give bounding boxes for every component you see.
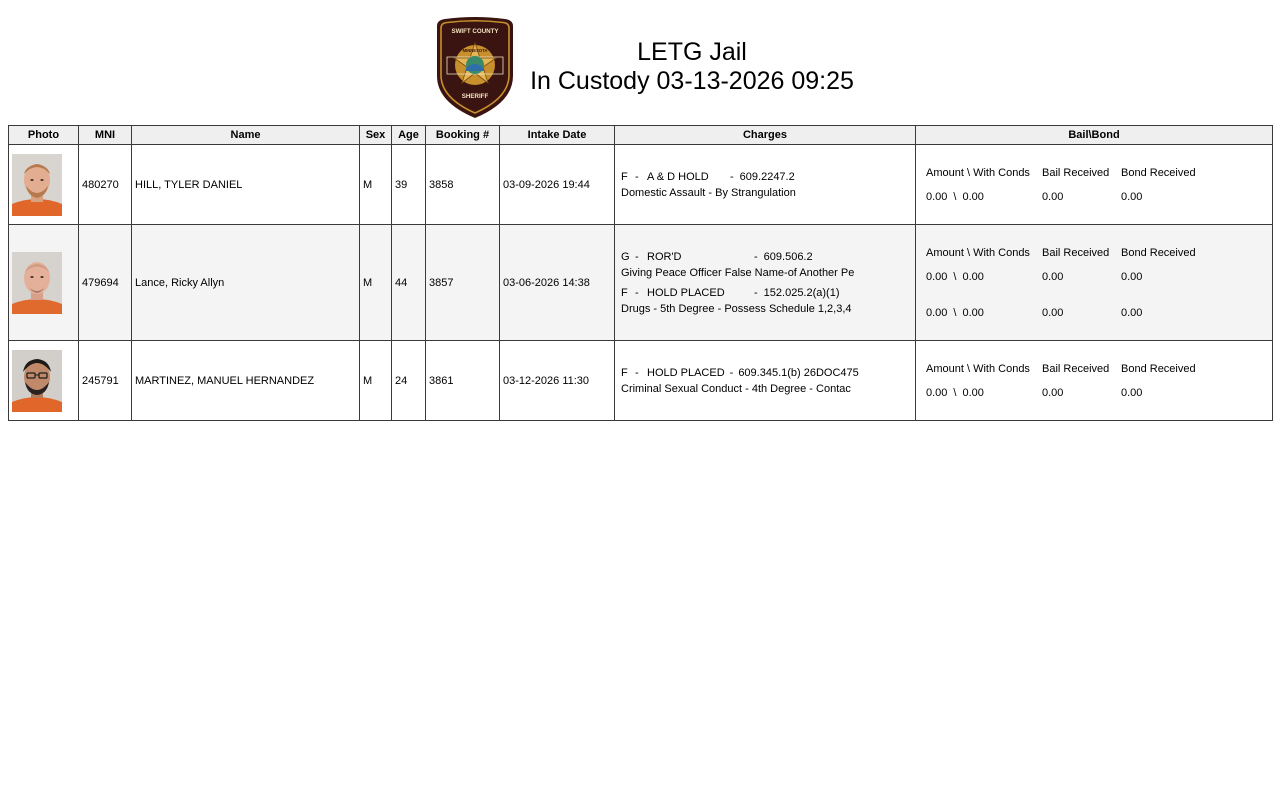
bail-header bbox=[926, 161, 1269, 185]
bail-header bbox=[926, 357, 1269, 381]
inmate-roster-table bbox=[8, 125, 1273, 421]
bail-amount bbox=[926, 307, 1042, 319]
col-header-mni: MNI bbox=[79, 126, 132, 145]
charge-type: HOLD PLACED bbox=[647, 286, 725, 299]
charge-line bbox=[621, 249, 912, 265]
bail-amount-header: Amount \ With Conds bbox=[926, 362, 1030, 375]
charges-cell bbox=[615, 225, 916, 341]
bail-received-value: 0.00 bbox=[1042, 190, 1064, 203]
bail-received-value: 0.00 bbox=[1042, 386, 1064, 399]
bail-amount-value: 0.00 bbox=[926, 190, 948, 203]
sex-cell: M bbox=[360, 341, 392, 421]
svg-text:MINNESOTA: MINNESOTA bbox=[462, 48, 488, 53]
charge-line bbox=[621, 169, 912, 185]
bond-received-value: 0.00 bbox=[1121, 386, 1143, 399]
bail-row bbox=[926, 185, 1269, 209]
bail-header bbox=[926, 241, 1269, 265]
charges-cell bbox=[615, 341, 916, 421]
bail-row bbox=[926, 301, 1269, 325]
charge-statute: 152.025.2(a)(1) bbox=[763, 286, 840, 299]
bond-received-header: Bond Received bbox=[1121, 246, 1196, 259]
report-header bbox=[0, 0, 1280, 125]
col-header-intake-date: Intake Date bbox=[500, 126, 615, 145]
bail-with-conds-value: 0.00 bbox=[962, 270, 984, 283]
booking-cell: 3861 bbox=[426, 341, 500, 421]
charge-level: G bbox=[621, 250, 630, 263]
intake-date-cell: 03-06-2026 14:38 bbox=[500, 225, 615, 341]
bail-amount bbox=[926, 271, 1042, 283]
charge-separator: - bbox=[635, 366, 639, 379]
photo-cell bbox=[9, 341, 79, 421]
bail-received-header: Bail Received bbox=[1042, 166, 1110, 179]
bail-block bbox=[919, 241, 1269, 325]
bail-with-conds-value: 0.00 bbox=[962, 386, 984, 399]
charge-description: Criminal Sexual Conduct - 4th Degree - Contac bbox=[621, 382, 851, 395]
col-header-name: Name bbox=[132, 126, 360, 145]
photo-cell bbox=[9, 225, 79, 341]
table-row bbox=[9, 341, 1273, 421]
bail-amount-value: 0.00 bbox=[926, 386, 948, 399]
custody-subtitle: In Custody 03-13-2026 09:25 bbox=[530, 67, 854, 95]
charge-description: Drugs - 5th Degree - Possess Schedule 1,2,3,4 bbox=[621, 302, 852, 315]
col-header-booking: Booking # bbox=[426, 126, 500, 145]
bail-block bbox=[919, 357, 1269, 405]
sheriff-badge-logo bbox=[431, 16, 519, 120]
sex-cell: M bbox=[360, 145, 392, 225]
table-header-row bbox=[9, 126, 1273, 145]
bail-amount-value: 0.00 bbox=[926, 270, 948, 283]
col-header-photo: Photo bbox=[9, 126, 79, 145]
report-titles bbox=[520, 38, 864, 96]
bail-row bbox=[926, 381, 1269, 405]
booking-cell: 3858 bbox=[426, 145, 500, 225]
col-header-bail-bond: Bail\Bond bbox=[916, 126, 1273, 145]
name-cell: HILL, TYLER DANIEL bbox=[132, 145, 360, 225]
bail-amount-header: Amount \ With Conds bbox=[926, 166, 1030, 179]
bail-amount-separator: \ bbox=[953, 270, 957, 283]
charge-description: Giving Peace Officer False Name-of Another Pe bbox=[621, 266, 855, 279]
charge-dash: - bbox=[730, 170, 734, 183]
bond-received-value: 0.00 bbox=[1121, 270, 1143, 283]
bond-received-value: 0.00 bbox=[1121, 306, 1143, 319]
col-header-charges: Charges bbox=[615, 126, 916, 145]
bond-received-header: Bond Received bbox=[1121, 166, 1196, 179]
agency-title: LETG Jail bbox=[637, 38, 747, 66]
bail-received-header: Bail Received bbox=[1042, 246, 1110, 259]
charge-level: F bbox=[621, 366, 628, 379]
mugshot-icon[interactable] bbox=[12, 252, 62, 314]
bail-cell bbox=[916, 145, 1273, 225]
bail-received-value: 0.00 bbox=[1042, 270, 1064, 283]
age-cell: 24 bbox=[392, 341, 426, 421]
charge-line bbox=[621, 365, 912, 381]
age-cell: 44 bbox=[392, 225, 426, 341]
intake-date-cell: 03-12-2026 11:30 bbox=[500, 341, 615, 421]
charge-item bbox=[618, 285, 912, 317]
charge-type: ROR'D bbox=[647, 250, 682, 263]
age-cell: 39 bbox=[392, 145, 426, 225]
charge-type: HOLD PLACED bbox=[647, 366, 725, 379]
charge-dash: - bbox=[729, 366, 734, 379]
charge-description: Domestic Assault - By Strangulation bbox=[621, 186, 796, 199]
svg-text:SWIFT COUNTY: SWIFT COUNTY bbox=[451, 28, 499, 35]
bail-block bbox=[919, 161, 1269, 209]
charge-statute: 609.506.2 bbox=[763, 250, 813, 263]
charge-dash: - bbox=[754, 250, 758, 263]
charge-level: F bbox=[621, 286, 628, 299]
col-header-sex: Sex bbox=[360, 126, 392, 145]
sex-cell: M bbox=[360, 225, 392, 341]
bail-amount-separator: \ bbox=[953, 386, 957, 399]
charge-statute: 609.2247.2 bbox=[739, 170, 795, 183]
charge-separator: - bbox=[635, 286, 639, 299]
bail-received-value: 0.00 bbox=[1042, 306, 1064, 319]
name-cell: MARTINEZ, MANUEL HERNANDEZ bbox=[132, 341, 360, 421]
bail-received-header: Bail Received bbox=[1042, 362, 1110, 375]
charge-dash: - bbox=[754, 286, 758, 299]
mni-cell: 245791 bbox=[79, 341, 132, 421]
charge-level: F bbox=[621, 170, 628, 183]
bail-with-conds-value: 0.00 bbox=[962, 306, 984, 319]
mni-cell: 480270 bbox=[79, 145, 132, 225]
bail-amount bbox=[926, 191, 1042, 203]
mni-cell: 479694 bbox=[79, 225, 132, 341]
charge-statute: 609.345.1(b) 26DOC475 bbox=[738, 366, 859, 379]
svg-text:SHERIFF: SHERIFF bbox=[461, 93, 489, 100]
charge-item bbox=[618, 169, 912, 201]
table-row bbox=[9, 145, 1273, 225]
bond-received-value: 0.00 bbox=[1121, 190, 1143, 203]
bail-amount-value: 0.00 bbox=[926, 306, 948, 319]
charge-type: A & D HOLD bbox=[647, 170, 709, 183]
bond-received-header: Bond Received bbox=[1121, 362, 1196, 375]
charge-separator: - bbox=[635, 170, 639, 183]
bail-cell bbox=[916, 225, 1273, 341]
bail-with-conds-value: 0.00 bbox=[962, 190, 984, 203]
charge-item bbox=[618, 249, 912, 281]
photo-cell bbox=[9, 145, 79, 225]
bail-row bbox=[926, 265, 1269, 289]
mugshot-icon[interactable] bbox=[12, 350, 62, 412]
bail-amount-separator: \ bbox=[953, 306, 957, 319]
name-cell: Lance, Ricky Allyn bbox=[132, 225, 360, 341]
col-header-age: Age bbox=[392, 126, 426, 145]
bail-amount-header: Amount \ With Conds bbox=[926, 246, 1030, 259]
booking-cell: 3857 bbox=[426, 225, 500, 341]
charges-cell bbox=[615, 145, 916, 225]
mugshot-icon[interactable] bbox=[12, 154, 62, 216]
charge-separator: - bbox=[635, 250, 639, 263]
bail-cell bbox=[916, 341, 1273, 421]
bail-amount bbox=[926, 387, 1042, 399]
charge-item bbox=[618, 365, 912, 397]
charge-line bbox=[621, 285, 912, 301]
bail-amount-separator: \ bbox=[953, 190, 957, 203]
table-row bbox=[9, 225, 1273, 341]
intake-date-cell: 03-09-2026 19:44 bbox=[500, 145, 615, 225]
